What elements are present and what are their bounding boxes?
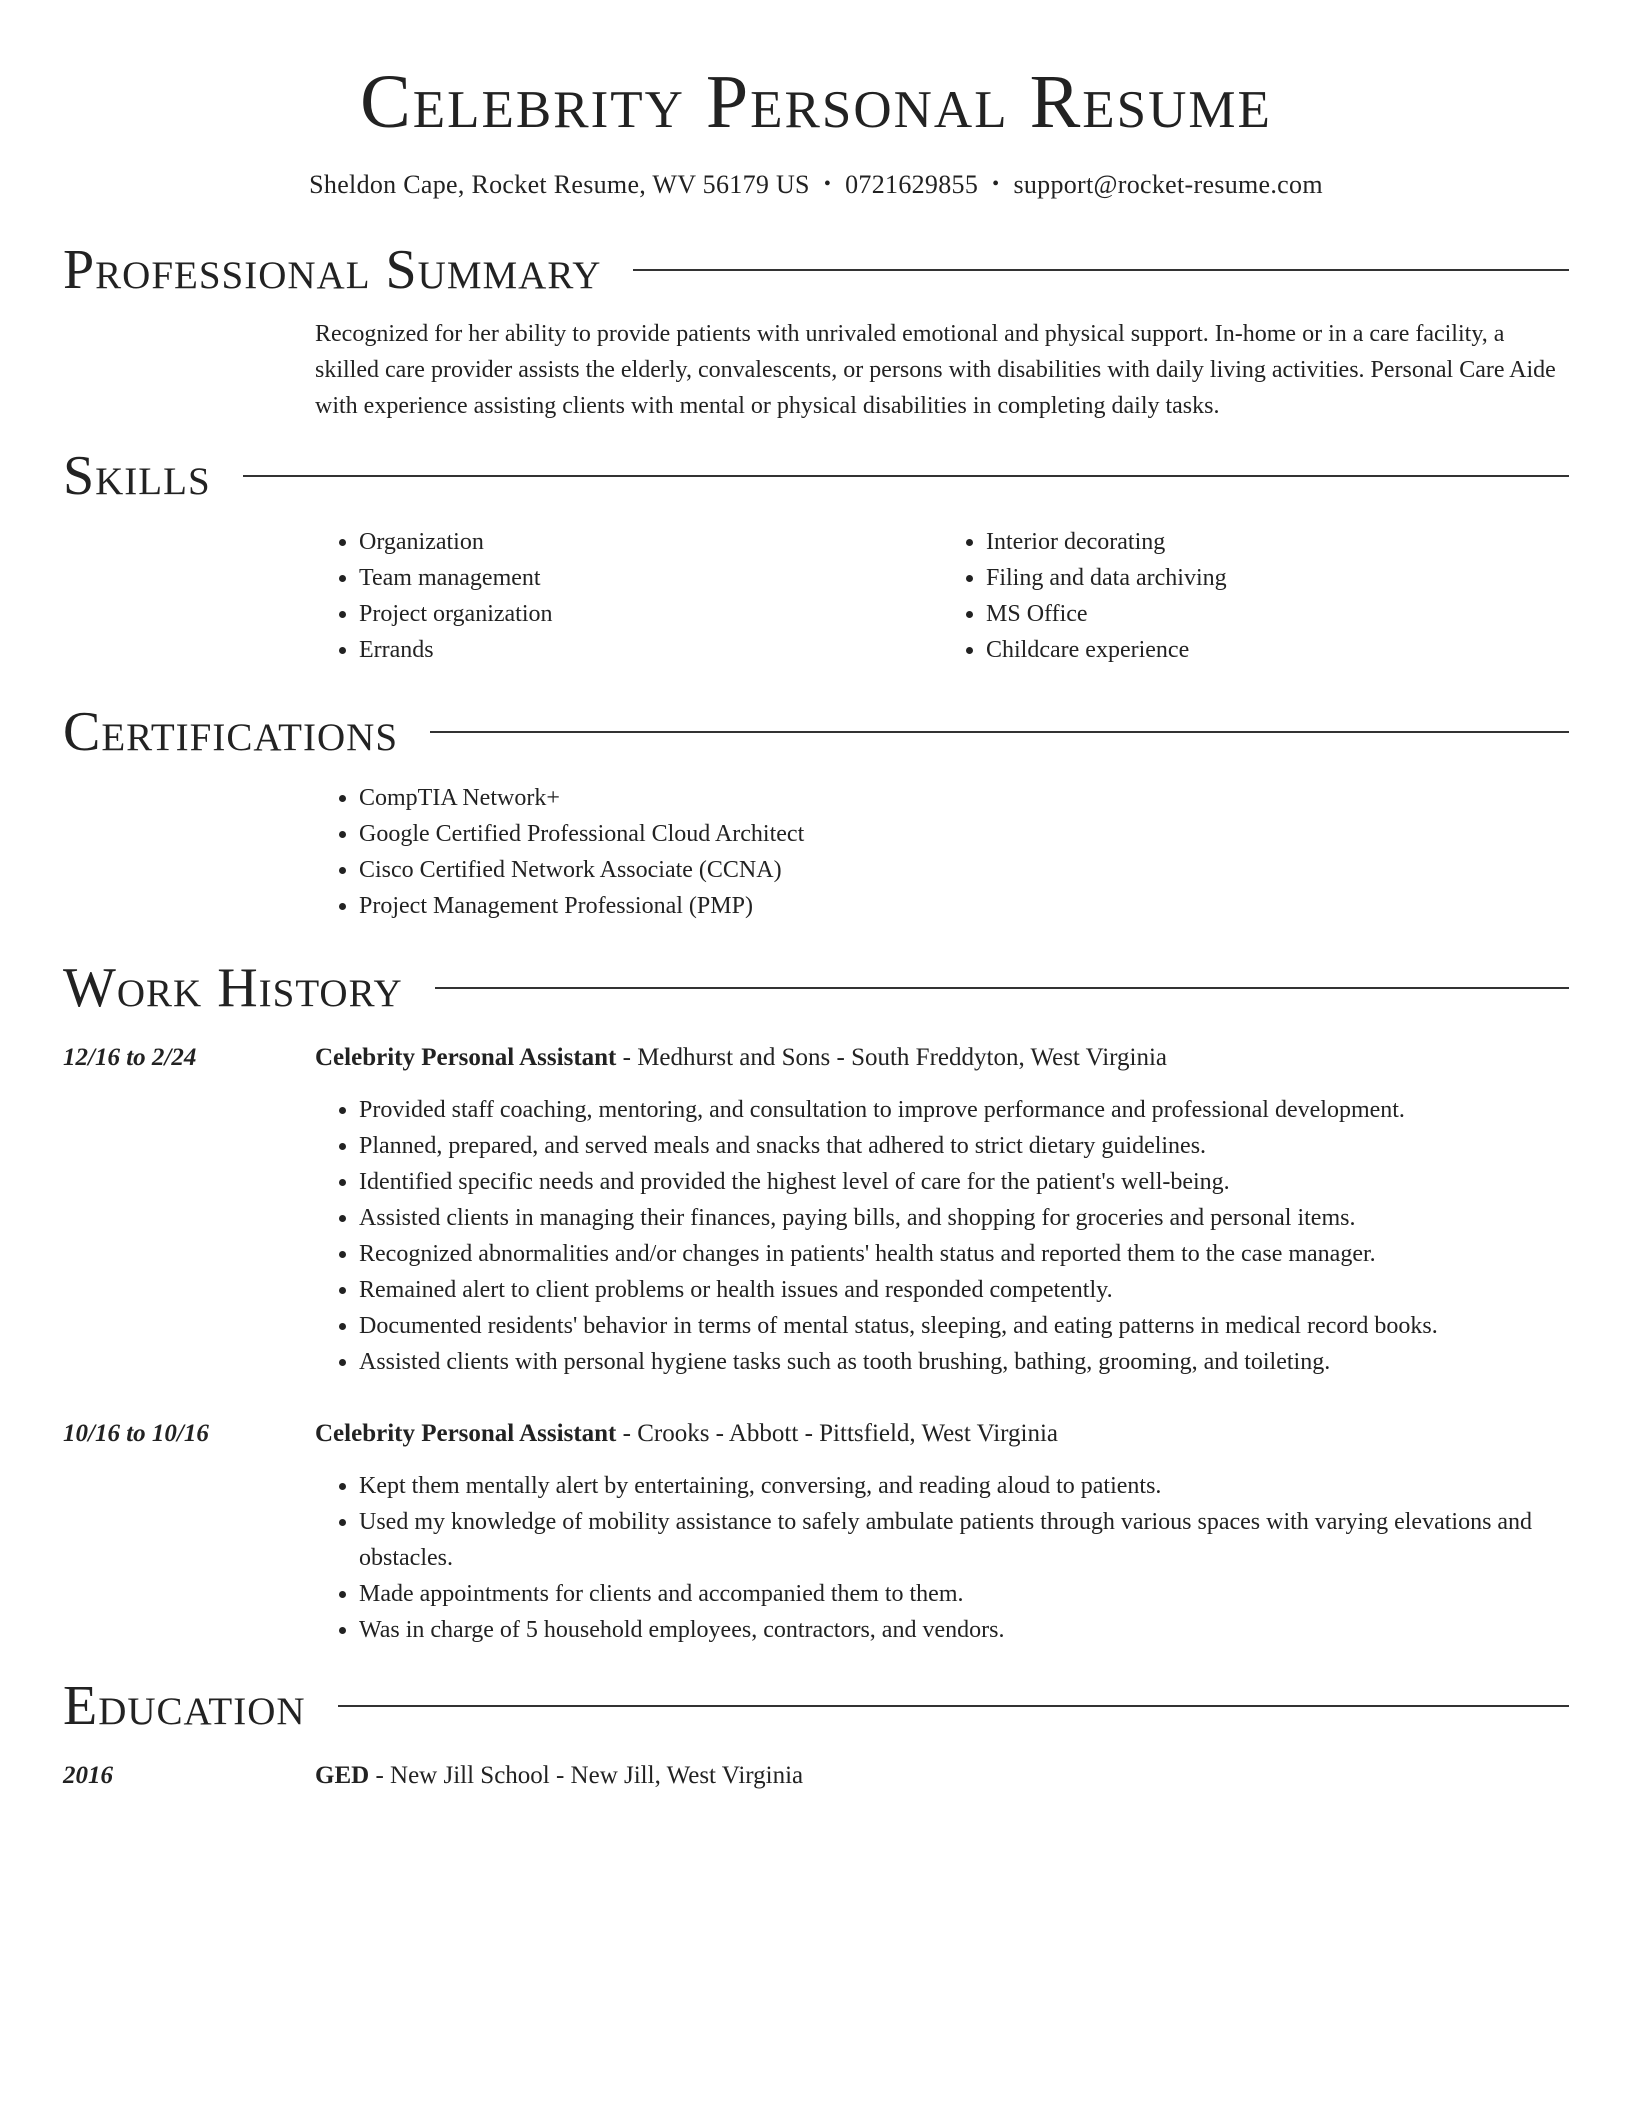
contact-email: support@rocket-resume.com	[1013, 170, 1323, 199]
certifications-list	[315, 780, 1569, 924]
education-entry	[63, 1758, 1569, 1810]
skill-item: • MS Office	[986, 596, 1569, 632]
job-title-line	[315, 1040, 1569, 1076]
job-bullet: • Identified specific needs and provided the highest level of care for the patient's well-being.	[359, 1164, 1569, 1200]
certification-item: • Google Certified Professional Cloud Architect	[359, 816, 1569, 852]
summary-text: Recognized for her ability to provide patients with unrivaled emotional and physical support. In-home or in a care facility, a skilled care provider assists the elderly, convalescents, or persons with disabilities with daily living activities. Personal Care Aide with experience assisting clients with mental or physical disabilities in completing daily tasks.	[315, 321, 1556, 419]
contact-address: Sheldon Cape, Rocket Resume, WV 56179 US	[309, 170, 810, 199]
job-main	[315, 1040, 1569, 1380]
job-bullets	[315, 1092, 1569, 1380]
contact-separator: •	[992, 173, 1000, 195]
job-role: Celebrity Personal Assistant	[315, 1044, 617, 1071]
section-divider	[633, 269, 1569, 271]
resume-name: Celebrity Personal Resume	[360, 60, 1272, 144]
work-title: Work History	[63, 957, 403, 1019]
summary-body	[315, 304, 1569, 424]
summary-title: Professional Summary	[63, 239, 602, 301]
job-bullet: • Assisted clients in managing their finances, paying bills, and shopping for groceries and personal items.	[359, 1200, 1569, 1236]
job-date: 10/16 to 10/16	[63, 1420, 209, 1447]
job-bullet: • Kept them mentally alert by entertaining, conversing, and reading aloud to patients.	[359, 1468, 1569, 1504]
skill-item: • Filing and data archiving	[986, 560, 1569, 596]
job-entry	[63, 1040, 1569, 1380]
job-details: - Crooks - Abbott - Pittsfield, West Virginia	[616, 1420, 1059, 1447]
skill-item: • Team management	[359, 560, 942, 596]
skills-list-left	[315, 524, 942, 668]
certifications-header	[63, 698, 1569, 766]
work-header	[63, 954, 1569, 1022]
section-divider	[435, 987, 1569, 989]
skills-section	[63, 442, 1569, 668]
contact-line	[63, 170, 1569, 200]
job-bullet: • Assisted clients with personal hygiene tasks such as tooth brushing, bathing, grooming, and toileting.	[359, 1344, 1569, 1380]
job-bullet: • Provided staff coaching, mentoring, and consultation to improve performance and professional development.	[359, 1092, 1569, 1128]
job-role: Celebrity Personal Assistant	[315, 1420, 617, 1447]
job-main	[315, 1416, 1569, 1648]
contact-separator: •	[823, 173, 832, 195]
education-title: Education	[63, 1675, 306, 1737]
education-line	[315, 1758, 1569, 1794]
certification-item: • Project Management Professional (PMP)	[359, 888, 1569, 924]
education-degree: GED	[315, 1762, 370, 1789]
work-section	[63, 954, 1569, 1648]
certification-item: • Cisco Certified Network Associate (CCNA)	[359, 852, 1569, 888]
education-section	[63, 1672, 1569, 1810]
skill-item: • Errands	[359, 632, 942, 668]
job-details: - Medhurst and Sons - South Freddyton, West Virginia	[616, 1044, 1168, 1071]
skills-grid	[315, 510, 1569, 668]
section-divider	[430, 731, 1569, 733]
job-bullet: • Made appointments for clients and accompanied them to them.	[359, 1576, 1569, 1612]
skill-item: • Childcare experience	[986, 632, 1569, 668]
job-bullets	[315, 1468, 1569, 1648]
section-divider	[243, 475, 1569, 477]
education-header	[63, 1672, 1569, 1740]
certifications-body	[315, 766, 1569, 924]
job-bullet: • Recognized abnormalities and/or changes in patients' health status and reported them to the case manager.	[359, 1236, 1569, 1272]
certifications-section	[63, 698, 1569, 924]
education-main	[315, 1758, 1569, 1810]
skill-item: • Project organization	[359, 596, 942, 632]
section-divider	[338, 1705, 1569, 1707]
contact-phone: 0721629855	[845, 170, 979, 199]
education-details: - New Jill School - New Jill, West Virginia	[369, 1762, 804, 1789]
skills-list-right	[942, 524, 1569, 668]
certification-item: • CompTIA Network+	[359, 780, 1569, 816]
job-bullet: • Was in charge of 5 household employees, contractors, and vendors.	[359, 1612, 1569, 1648]
education-date: 2016	[63, 1762, 113, 1789]
certifications-title: Certifications	[63, 701, 399, 763]
job-date: 12/16 to 2/24	[63, 1044, 197, 1071]
skill-item: • Interior decorating	[986, 524, 1569, 560]
skill-item: • Organization	[359, 524, 942, 560]
job-bullet: • Remained alert to client problems or health issues and responded competently.	[359, 1272, 1569, 1308]
job-bullet: • Planned, prepared, and served meals and snacks that adhered to strict dietary guidelines.	[359, 1128, 1569, 1164]
job-bullet: • Used my knowledge of mobility assistance to safely ambulate patients through various spaces with varying elevations and obstacles.	[359, 1504, 1569, 1576]
summary-header	[63, 236, 1569, 304]
skills-title: Skills	[63, 445, 211, 507]
summary-section	[63, 236, 1569, 424]
job-title-line	[315, 1416, 1569, 1452]
skills-header	[63, 442, 1569, 510]
job-entry	[63, 1416, 1569, 1648]
job-bullet: • Documented residents' behavior in terms of mental status, sleeping, and eating patterns in medical record books.	[359, 1308, 1569, 1344]
